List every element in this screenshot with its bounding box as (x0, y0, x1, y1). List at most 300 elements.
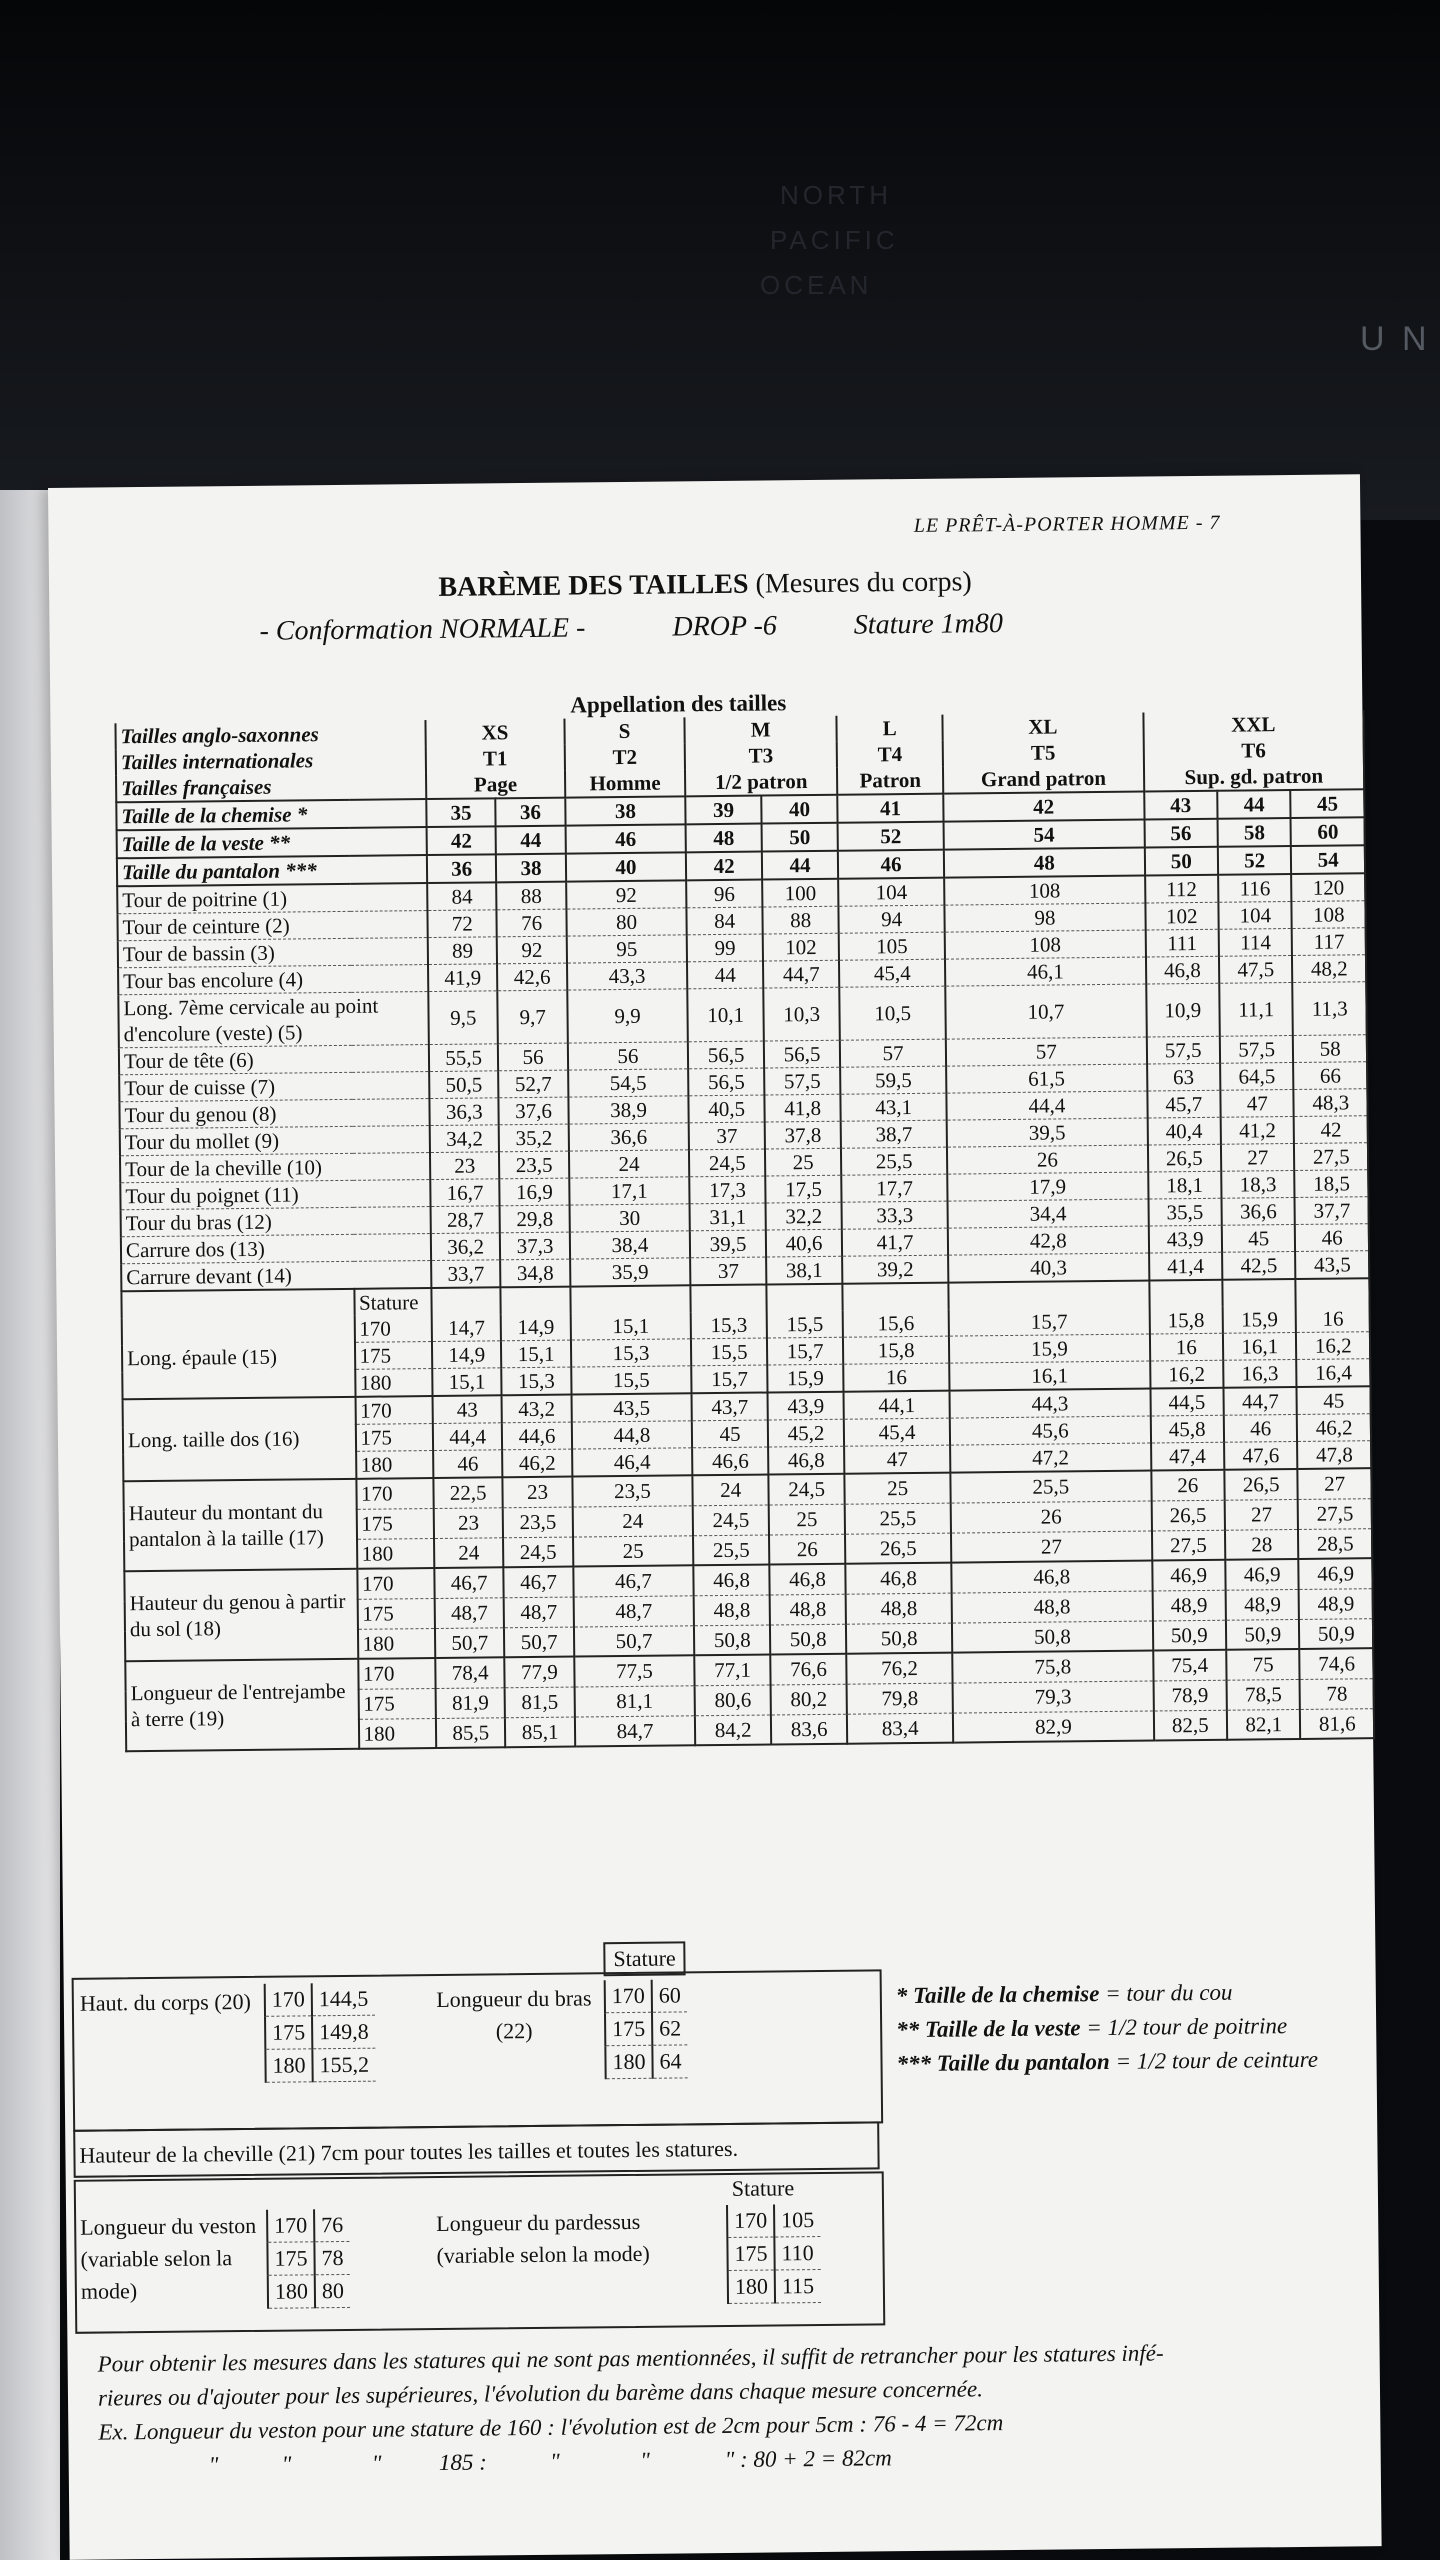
table-cell: 44,8 (572, 1421, 693, 1449)
table-cell: 108 (1292, 901, 1366, 929)
table-cell: 44 (762, 851, 838, 880)
mini-cell: 78 (314, 2241, 349, 2274)
table-cell: 23 (434, 1507, 504, 1538)
table-cell: 15,5 (571, 1366, 692, 1395)
table-cell: 56 (1144, 819, 1218, 848)
table-cell: 42,8 (948, 1226, 1149, 1255)
table-cell: 15,5 (767, 1311, 843, 1338)
footnote-text: = tour du cou (1099, 1979, 1233, 2007)
table-cell: 22,5 (433, 1477, 503, 1508)
table-cell: 25,5 (845, 1503, 951, 1534)
table-cell: 41,8 (765, 1094, 841, 1122)
table-cell: 40,4 (1147, 1117, 1221, 1145)
table-cell: 26 (769, 1534, 845, 1565)
table-cell: 15,9 (1223, 1306, 1297, 1333)
mini-cell: 76 (314, 2209, 349, 2242)
table-cell: 28,7 (431, 1206, 501, 1234)
footer-line: Ex. Longueur du veston pour une stature de 160 : l'évolution est de 2cm pour 5cm : 76 - 4 = 72cm (98, 2410, 1004, 2445)
table-cell: 16,1 (949, 1361, 1150, 1391)
table-cell: 48,2 (1292, 955, 1366, 983)
table-cell: 16,2 (1150, 1360, 1224, 1388)
stature-value: 180 (355, 1369, 433, 1397)
table-cell: 32,2 (766, 1202, 842, 1230)
table-cell: 82,9 (953, 1710, 1154, 1742)
stature-value: 175 (356, 1508, 434, 1539)
mini-cell: 175 (605, 2012, 652, 2045)
appellation-title: Appellation des tailles (570, 690, 787, 718)
table-cell: 38,1 (766, 1256, 842, 1284)
table-cell: 77,1 (694, 1654, 770, 1685)
table-cell: 46,2 (1297, 1414, 1371, 1442)
table-cell: 37,3 (500, 1232, 570, 1260)
stature-value: 170 (356, 1478, 434, 1509)
table-cell: 44,7 (1224, 1387, 1298, 1415)
table-cell: 44 (496, 826, 566, 855)
table-cell: 16,9 (500, 1178, 570, 1206)
table-cell: 85,1 (505, 1717, 575, 1748)
table-cell: 47,5 (1219, 955, 1293, 983)
table-cell: 16,1 (1223, 1332, 1297, 1360)
table-cell: 23,5 (503, 1507, 573, 1538)
table-cell: 43,5 (1296, 1251, 1370, 1279)
table-cell: 15,1 (570, 1312, 691, 1340)
stature-group-label: Long. taille dos (16) (123, 1397, 356, 1481)
table-cell: 108 (944, 876, 1145, 906)
table-cell: 41,4 (1149, 1252, 1223, 1280)
table-cell: 43,3 (567, 962, 688, 990)
subtitle-drop: DROP -6 (672, 610, 778, 643)
table-cell: 45,4 (844, 1418, 950, 1446)
table-cell: 27 (1221, 1143, 1295, 1171)
table-cell: 15,8 (1149, 1307, 1223, 1334)
table-cell: 14,9 (501, 1314, 571, 1341)
table-cell: 24,5 (689, 1149, 765, 1177)
table-cell: 27,5 (1298, 1498, 1372, 1529)
mini-cell: 175 (727, 2237, 774, 2270)
table-cell: 36 (496, 798, 566, 827)
table-cell: 92 (497, 936, 567, 964)
table-cell: 9,9 (567, 989, 688, 1043)
table-cell: 23,5 (499, 1151, 569, 1179)
table-cell: 24 (569, 1150, 690, 1178)
table-cell: 42,5 (1222, 1251, 1296, 1279)
table-cell: 26 (947, 1145, 1148, 1174)
table-cell: 23,5 (572, 1475, 693, 1506)
table-cell: 17,3 (689, 1176, 765, 1204)
table-cell: 104 (838, 878, 944, 907)
table-cell: 114 (1219, 928, 1293, 956)
mini-row (265, 2048, 375, 2082)
table-cell: 64,5 (1220, 1062, 1294, 1090)
measure-row-label: Long. 7ème cervicale au point d'encolure (veste) (5) (118, 992, 429, 1048)
table-cell: 66 (1294, 1062, 1368, 1090)
mini-cell: 105 (774, 2204, 820, 2237)
table-cell: 82,5 (1153, 1710, 1227, 1741)
measure-row-label: Carrure devant (14) (121, 1261, 431, 1292)
table-cell: 46,2 (502, 1449, 572, 1477)
mini-cell: 80 (315, 2274, 350, 2307)
table-cell: 44,1 (844, 1391, 950, 1420)
table-cell: 37,6 (499, 1097, 569, 1125)
measure-row-label: Carrure dos (13) (121, 1234, 431, 1264)
table-cell: 26 (951, 1501, 1152, 1533)
footnote-text: = 1/2 tour de poitrine (1080, 2013, 1288, 2041)
stature-group-label: Long. épaule (15) (122, 1316, 355, 1399)
stature-value: 170 (358, 1658, 436, 1689)
table-cell: 43 (1144, 791, 1218, 820)
table-cell: 84,7 (575, 1715, 696, 1746)
table-cell: 35 (426, 798, 496, 827)
table-cell: 15,7 (691, 1365, 767, 1393)
table-cell: 18,5 (1295, 1170, 1369, 1198)
footer-line: rieures ou d'ajouter pour les supérieures, l'évolution du barème dans chaque mesure concernée. (97, 2376, 984, 2411)
table-cell: 24,5 (693, 1505, 769, 1536)
table-cell: 34,2 (430, 1125, 500, 1153)
size-cell: M (685, 716, 837, 744)
table-cell: 48,9 (1152, 1590, 1226, 1621)
haut-corps-label: Haut. du corps (20) (79, 1988, 252, 2016)
table-cell: 40 (566, 852, 687, 881)
long-bras-stature-label: Stature (603, 1941, 686, 1976)
subtitle-conformation: - Conformation NORMALE - (259, 612, 586, 647)
table-cell: 36,6 (568, 1123, 689, 1151)
table-cell: 38,7 (841, 1120, 947, 1148)
table-cell: 47 (1220, 1089, 1294, 1117)
table-cell: 85,5 (436, 1717, 506, 1748)
table-cell: 35,5 (1148, 1198, 1222, 1226)
table-cell: 57,5 (1146, 1036, 1220, 1064)
mini-cell: 170 (265, 1983, 312, 2016)
table-cell: 23 (430, 1152, 500, 1180)
table-cell: 16 (1296, 1305, 1370, 1332)
table-cell: 37,8 (765, 1121, 841, 1149)
table-cell: 75 (1226, 1649, 1300, 1680)
measure-row-label: Tour du genou (8) (119, 1099, 429, 1129)
measure-row-label: Tour de cuisse (7) (119, 1072, 429, 1102)
table-cell: 83,6 (771, 1714, 847, 1745)
table-cell: 45,2 (768, 1419, 844, 1447)
mini-cell: 115 (775, 2270, 821, 2303)
footnote-key: * Taille de la chemise (895, 1981, 1100, 2009)
table-cell: 84 (427, 882, 497, 910)
table-cell: 25 (844, 1473, 950, 1504)
table-cell: 92 (566, 880, 687, 909)
table-cell: 25 (573, 1535, 694, 1566)
stature-value: 180 (356, 1451, 434, 1479)
stature-value: 180 (357, 1628, 435, 1659)
table-cell: 40,5 (689, 1095, 765, 1123)
subtitle-stature: Stature 1m80 (853, 608, 1004, 641)
table-cell: 72 (427, 910, 497, 938)
stature-value: 170 (354, 1315, 432, 1342)
measure-row-label: Tour de bassin (3) (118, 938, 428, 968)
table-cell: 57 (946, 1037, 1147, 1066)
table-cell: 40,6 (766, 1229, 842, 1257)
table-cell: 15,6 (843, 1310, 949, 1338)
table-cell: 104 (1218, 901, 1292, 929)
table-cell: 48,7 (435, 1597, 505, 1628)
table-cell: 15,5 (691, 1338, 767, 1366)
table-cell (1296, 1278, 1370, 1306)
table-cell: 34,8 (500, 1259, 570, 1287)
table-cell: 46 (433, 1450, 503, 1478)
size-cell: L (837, 715, 943, 742)
table-cell: 50,9 (1226, 1619, 1300, 1650)
table-cell: 41,9 (428, 964, 498, 992)
table-cell: 45,7 (1147, 1090, 1221, 1118)
table-cell: 46,8 (768, 1446, 844, 1474)
table-cell (691, 1285, 767, 1313)
table-cell: 23 (503, 1477, 573, 1508)
table-cell: 17,7 (841, 1174, 947, 1202)
table-cell: 44,6 (502, 1422, 572, 1450)
table-cell: 10,1 (687, 988, 764, 1042)
table-cell: 44,3 (950, 1389, 1151, 1419)
measure-row-label: Tour du mollet (9) (120, 1126, 430, 1156)
table-cell: 25 (765, 1148, 841, 1176)
table-cell: 42 (427, 826, 497, 855)
table-cell: 46 (565, 824, 686, 853)
table-cell: 54,5 (568, 1069, 689, 1097)
table-cell: 102 (1145, 902, 1219, 930)
size-cell: T2 (564, 743, 685, 770)
table-cell: 43 (433, 1395, 503, 1423)
table-cell: 24 (572, 1505, 693, 1536)
table-cell: 44,4 (947, 1091, 1148, 1120)
table-cell: 50 (1144, 847, 1218, 876)
table-cell: 78,9 (1153, 1680, 1227, 1711)
mini-cell: 180 (268, 2275, 315, 2308)
measure-row-label: Tour de tête (6) (119, 1045, 429, 1075)
mini-cell: 175 (267, 2242, 314, 2275)
table-cell: 24,5 (768, 1474, 844, 1505)
table-cell: 17,5 (765, 1175, 841, 1203)
table-cell: 63 (1147, 1063, 1221, 1091)
table-cell: 14,7 (432, 1314, 502, 1341)
mini-cell: 180 (265, 2049, 312, 2082)
table-cell: 26,5 (845, 1533, 951, 1564)
table-cell: 48,8 (952, 1590, 1153, 1622)
table-cell: 76,6 (770, 1654, 846, 1685)
table-cell: 50,9 (1152, 1620, 1226, 1651)
table-cell: 10,3 (763, 987, 840, 1041)
table-cell: 111 (1145, 929, 1219, 957)
table-cell: 50,8 (846, 1623, 952, 1654)
table-cell: 79,8 (847, 1683, 953, 1714)
size-row-label: Tailles françaises (116, 772, 426, 802)
table-cell: 47,6 (1224, 1441, 1298, 1469)
table-cell: 43,1 (841, 1093, 947, 1121)
table-cell: 44,7 (763, 960, 839, 988)
table-cell: 43,2 (502, 1395, 572, 1423)
size-cell: T1 (426, 745, 565, 772)
stature-spacer (121, 1289, 354, 1318)
size-chart-table (114, 710, 1375, 1752)
size-cell: XL (943, 713, 1144, 741)
table-cell: 35,2 (499, 1124, 569, 1152)
table-cell: 58 (1293, 1035, 1367, 1063)
mini-row (268, 2274, 350, 2308)
table-cell: 40 (761, 795, 837, 824)
stature-value: 180 (358, 1718, 436, 1749)
table-cell: 46,7 (573, 1565, 694, 1596)
long-bras-table (604, 1979, 688, 2079)
table-cell: 81,6 (1300, 1708, 1374, 1739)
table-cell: 48,8 (770, 1594, 846, 1625)
table-cell: 15,9 (949, 1334, 1150, 1363)
table-cell: 40,3 (948, 1253, 1149, 1283)
table-cell: 25 (769, 1504, 845, 1535)
table-cell: 84,2 (695, 1714, 771, 1745)
table-cell: 45 (1222, 1224, 1296, 1252)
mini-row (728, 2270, 821, 2304)
table-cell: 77,5 (574, 1655, 695, 1686)
size-cell: T4 (837, 741, 943, 768)
measure-row-label: Tour du bras (12) (121, 1207, 431, 1237)
page-header: LE PRÊT-À-PORTER HOMME - 7 (913, 511, 1221, 537)
table-cell: 47,2 (950, 1443, 1151, 1473)
table-cell: 27 (951, 1531, 1152, 1563)
table-cell: 50,5 (429, 1071, 499, 1099)
table-cell: 15,1 (432, 1368, 502, 1396)
table-cell: 37,7 (1295, 1197, 1369, 1225)
table-cell: 108 (945, 930, 1146, 959)
book-page (48, 474, 1382, 2560)
table-cell (570, 1285, 691, 1313)
table-cell: 42 (1294, 1116, 1368, 1144)
table-cell (1222, 1279, 1296, 1307)
footnote (896, 1975, 1336, 2014)
table-cell: 84 (687, 907, 763, 935)
table-cell: 46,9 (1299, 1558, 1373, 1589)
pardessus-table (726, 2204, 821, 2304)
table-cell: 38 (496, 854, 566, 883)
table-cell: 36,2 (431, 1233, 501, 1261)
table-cell: 55,5 (429, 1044, 499, 1072)
table-cell: 42 (686, 852, 762, 881)
footer-line: Pour obtenir les mesures dans les statures qui ne sont pas mentionnées, il suffit de retrancher pour les statures infé- (97, 2340, 1164, 2377)
table-cell: 15,7 (949, 1308, 1150, 1337)
size-cell: Homme (565, 769, 686, 797)
table-cell: 28,5 (1298, 1528, 1372, 1559)
table-cell: 50,7 (504, 1627, 574, 1658)
table-cell: 24 (693, 1475, 769, 1506)
table-cell: 25,5 (841, 1147, 947, 1175)
table-cell: 39,5 (947, 1118, 1148, 1147)
table-cell: 15,9 (767, 1364, 843, 1392)
table-cell: 60 (1291, 817, 1365, 846)
table-cell: 24 (434, 1537, 504, 1568)
body-height-arm-box (72, 1945, 884, 2131)
table-cell: 11,3 (1293, 982, 1367, 1036)
table-cell (1149, 1280, 1223, 1308)
table-cell: 46,4 (572, 1448, 693, 1477)
table-cell: 17,1 (569, 1177, 690, 1205)
table-cell: 120 (1292, 873, 1366, 901)
mini-row (267, 2241, 349, 2275)
table-cell: 10,9 (1146, 983, 1220, 1037)
table-cell: 16 (1149, 1333, 1223, 1361)
size-cell: 1/2 patron (685, 768, 837, 797)
table-cell: 48,8 (846, 1593, 952, 1624)
size-cell: XS (425, 719, 564, 746)
table-cell: 38 (565, 796, 686, 825)
mini-cell: 170 (727, 2204, 774, 2237)
mini-row (605, 2012, 687, 2046)
size-cell: XXL (1143, 710, 1364, 738)
mini-cell: 175 (265, 2016, 312, 2049)
table-cell: 50,8 (694, 1625, 770, 1656)
stature-value: 170 (357, 1568, 435, 1599)
page-subtitle (259, 608, 1003, 648)
table-cell: 44 (687, 961, 763, 989)
mini-cell: 155,2 (312, 2048, 375, 2082)
mini-cell: 64 (652, 2045, 687, 2078)
table-cell: 45 (692, 1420, 768, 1448)
table-cell: 48 (686, 824, 762, 853)
table-cell: 78,5 (1227, 1679, 1301, 1710)
table-cell: 42,6 (497, 963, 567, 991)
mini-row (727, 2237, 820, 2271)
table-cell: 46,7 (504, 1567, 574, 1598)
stature-value: 175 (355, 1424, 433, 1452)
table-cell: 34,4 (948, 1199, 1149, 1228)
table-cell: 52 (838, 822, 944, 851)
size-cell: T6 (1143, 736, 1364, 764)
table-cell: 33,3 (842, 1201, 948, 1229)
table-cell: 18,3 (1221, 1170, 1295, 1198)
table-cell: 46,1 (945, 957, 1146, 986)
table-cell: 15,1 (501, 1340, 571, 1368)
table-cell: 89 (428, 937, 498, 965)
mini-cell: 62 (652, 2012, 687, 2045)
table-cell: 9,7 (498, 990, 568, 1044)
table-cell: 75,8 (952, 1650, 1153, 1682)
table-cell: 46,9 (1152, 1560, 1226, 1591)
table-cell: 45 (1291, 789, 1365, 818)
table-cell: 56,5 (764, 1040, 840, 1068)
footnote (896, 2009, 1336, 2048)
table-cell: 44 (1217, 790, 1291, 819)
table-cell: 47,8 (1298, 1441, 1372, 1469)
table-cell: 35,9 (570, 1258, 691, 1287)
table-cell: 45,4 (839, 959, 945, 987)
size-cell: Patron (837, 767, 943, 795)
table-cell: 56,5 (688, 1041, 764, 1069)
table-cell: 74,6 (1300, 1648, 1374, 1679)
table-cell: 25,5 (951, 1471, 1152, 1503)
cheville-note: Hauteur de la cheville (21) 7cm pour toutes les tailles et toutes les statures. (73, 2121, 879, 2177)
table-cell: 48,9 (1299, 1588, 1373, 1619)
stature-value: 175 (354, 1342, 432, 1370)
table-cell: 100 (762, 879, 838, 907)
table-cell: 78 (1300, 1678, 1374, 1709)
measure-row-label: Tour de ceinture (2) (117, 911, 427, 941)
veston-label: Longueur du veston (variable selon la mode) (80, 2212, 257, 2304)
veston-table (266, 2209, 350, 2309)
table-cell: 96 (686, 880, 762, 908)
table-cell: 112 (1145, 875, 1219, 903)
table-cell: 45,6 (950, 1416, 1151, 1445)
size-cell: Sup. gd. patron (1144, 762, 1365, 791)
pardessus-stature-label: Stature (731, 2175, 795, 2201)
table-cell: 56 (498, 1043, 568, 1071)
mini-cell: 170 (267, 2209, 314, 2242)
table-cell: 82,1 (1227, 1709, 1301, 1740)
table-cell: 88 (497, 882, 567, 910)
table-cell: 46,7 (434, 1567, 504, 1598)
dark-background (0, 0, 1440, 520)
